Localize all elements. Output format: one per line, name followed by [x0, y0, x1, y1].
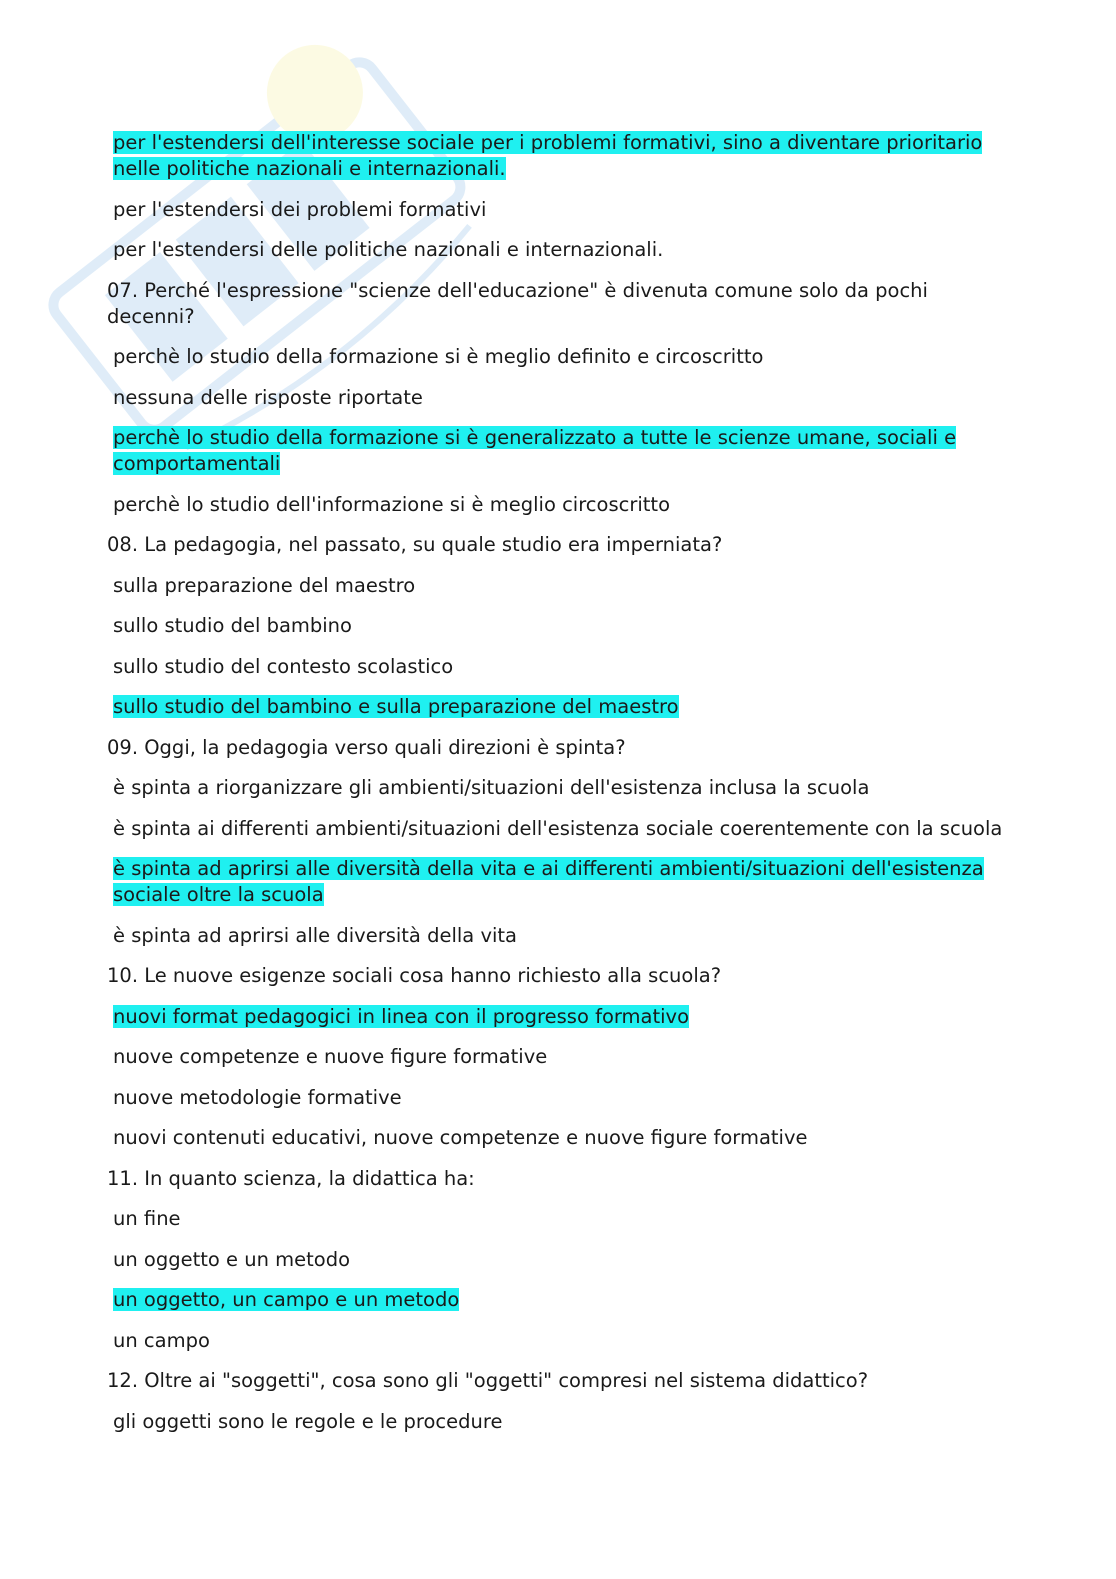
- question-text: [107, 1166, 1007, 1192]
- question-label: 09. Oggi, la pedagogia verso quali direzioni è spinta?: [107, 735, 626, 759]
- answer-text: è spinta ai differenti ambienti/situazioni dell'esistenza sociale coerentemente con la scuola: [113, 816, 1003, 840]
- answer-text: è spinta ad aprirsi alle diversità della vita e ai differenti ambienti/situazioni dell'esistenza sociale oltre la scuola: [113, 857, 984, 906]
- answer-text: è spinta ad aprirsi alle diversità della vita: [113, 923, 517, 947]
- answer-text: nuovi contenuti educativi, nuove competenze e nuove figure formative: [113, 1126, 808, 1149]
- correct-answer-option: [107, 1004, 1007, 1030]
- answer-option: [107, 1085, 1007, 1111]
- answer-option: [107, 344, 1007, 370]
- answer-option: [107, 197, 1007, 223]
- answer-text: sullo studio del bambino: [113, 614, 352, 637]
- question-label: 07. Perché l'espressione "scienze dell'educazione" è divenuta comune solo da pochi decenni?: [107, 278, 928, 328]
- answer-option: [107, 573, 1007, 599]
- answer-option: [107, 1044, 1007, 1070]
- answer-option: [107, 923, 1007, 949]
- correct-answer-option: [107, 694, 1007, 720]
- answer-text: perchè lo studio della formazione si è meglio definito e circoscritto: [113, 345, 764, 368]
- question-text: [107, 963, 1007, 989]
- answer-option: [107, 775, 1007, 801]
- question-text: [107, 532, 1007, 558]
- answer-option: [107, 613, 1007, 639]
- correct-answer-option: [107, 1287, 1007, 1313]
- answer-option: [107, 1125, 1007, 1151]
- correct-answer-option: [107, 425, 1007, 477]
- correct-answer-option: [107, 130, 1007, 182]
- answer-text: sullo studio del bambino e sulla preparazione del maestro: [113, 695, 679, 718]
- answer-option: [107, 1328, 1007, 1354]
- answer-text: perchè lo studio dell'informazione si è meglio circoscritto: [113, 492, 670, 516]
- answer-option: [107, 1247, 1007, 1273]
- answer-text: nessuna delle risposte riportate: [113, 385, 423, 409]
- answer-text: nuove metodologie formative: [113, 1085, 402, 1109]
- question-label: 12. Oltre ai "soggetti", cosa sono gli "oggetti" compresi nel sistema didattico?: [107, 1369, 869, 1392]
- answer-text: sullo studio del contesto scolastico: [113, 654, 454, 678]
- answer-text: per l'estendersi dei problemi formativi: [113, 197, 487, 221]
- question-label: 10. Le nuove esigenze sociali cosa hanno richiesto alla scuola?: [107, 964, 722, 987]
- answer-text: nuove competenze e nuove figure formative: [113, 1045, 548, 1068]
- answer-text: è spinta a riorganizzare gli ambienti/situazioni dell'esistenza inclusa la scuola: [113, 776, 870, 799]
- answer-text: sulla preparazione del maestro: [113, 573, 416, 597]
- answer-option: [107, 385, 1007, 411]
- answer-option: [107, 1409, 1007, 1435]
- question-text: [107, 278, 1007, 330]
- question-text: [107, 1368, 1007, 1394]
- answer-option: [107, 237, 1007, 263]
- answer-text: un fine: [113, 1207, 181, 1230]
- answer-text: gli oggetti sono le regole e le procedure: [113, 1409, 503, 1433]
- answer-text: per l'estendersi dell'interesse sociale per i problemi formativi, sino a diventare prioritario nelle politiche nazionali e internazionali.: [113, 131, 983, 180]
- answer-text: un oggetto, un campo e un metodo: [113, 1288, 460, 1311]
- answer-text: un oggetto e un metodo: [113, 1247, 351, 1271]
- answer-option: [107, 492, 1007, 518]
- question-label: 08. La pedagogia, nel passato, su quale studio era imperniata?: [107, 533, 723, 556]
- answer-option: [107, 654, 1007, 680]
- answer-option: [107, 816, 1007, 842]
- answer-option: [107, 1206, 1007, 1232]
- correct-answer-option: [107, 856, 1007, 908]
- answer-text: nuovi format pedagogici in linea con il progresso formativo: [113, 1004, 690, 1028]
- answer-text: per l'estendersi delle politiche nazionali e internazionali.: [113, 238, 664, 261]
- document-page: [107, 130, 1007, 1449]
- question-text: [107, 735, 1007, 761]
- question-label: 11. In quanto scienza, la didattica ha:: [107, 1166, 475, 1190]
- answer-text: un campo: [113, 1328, 210, 1352]
- answer-text: perchè lo studio della formazione si è generalizzato a tutte le scienze umane, sociali e comportamentali: [113, 426, 957, 475]
